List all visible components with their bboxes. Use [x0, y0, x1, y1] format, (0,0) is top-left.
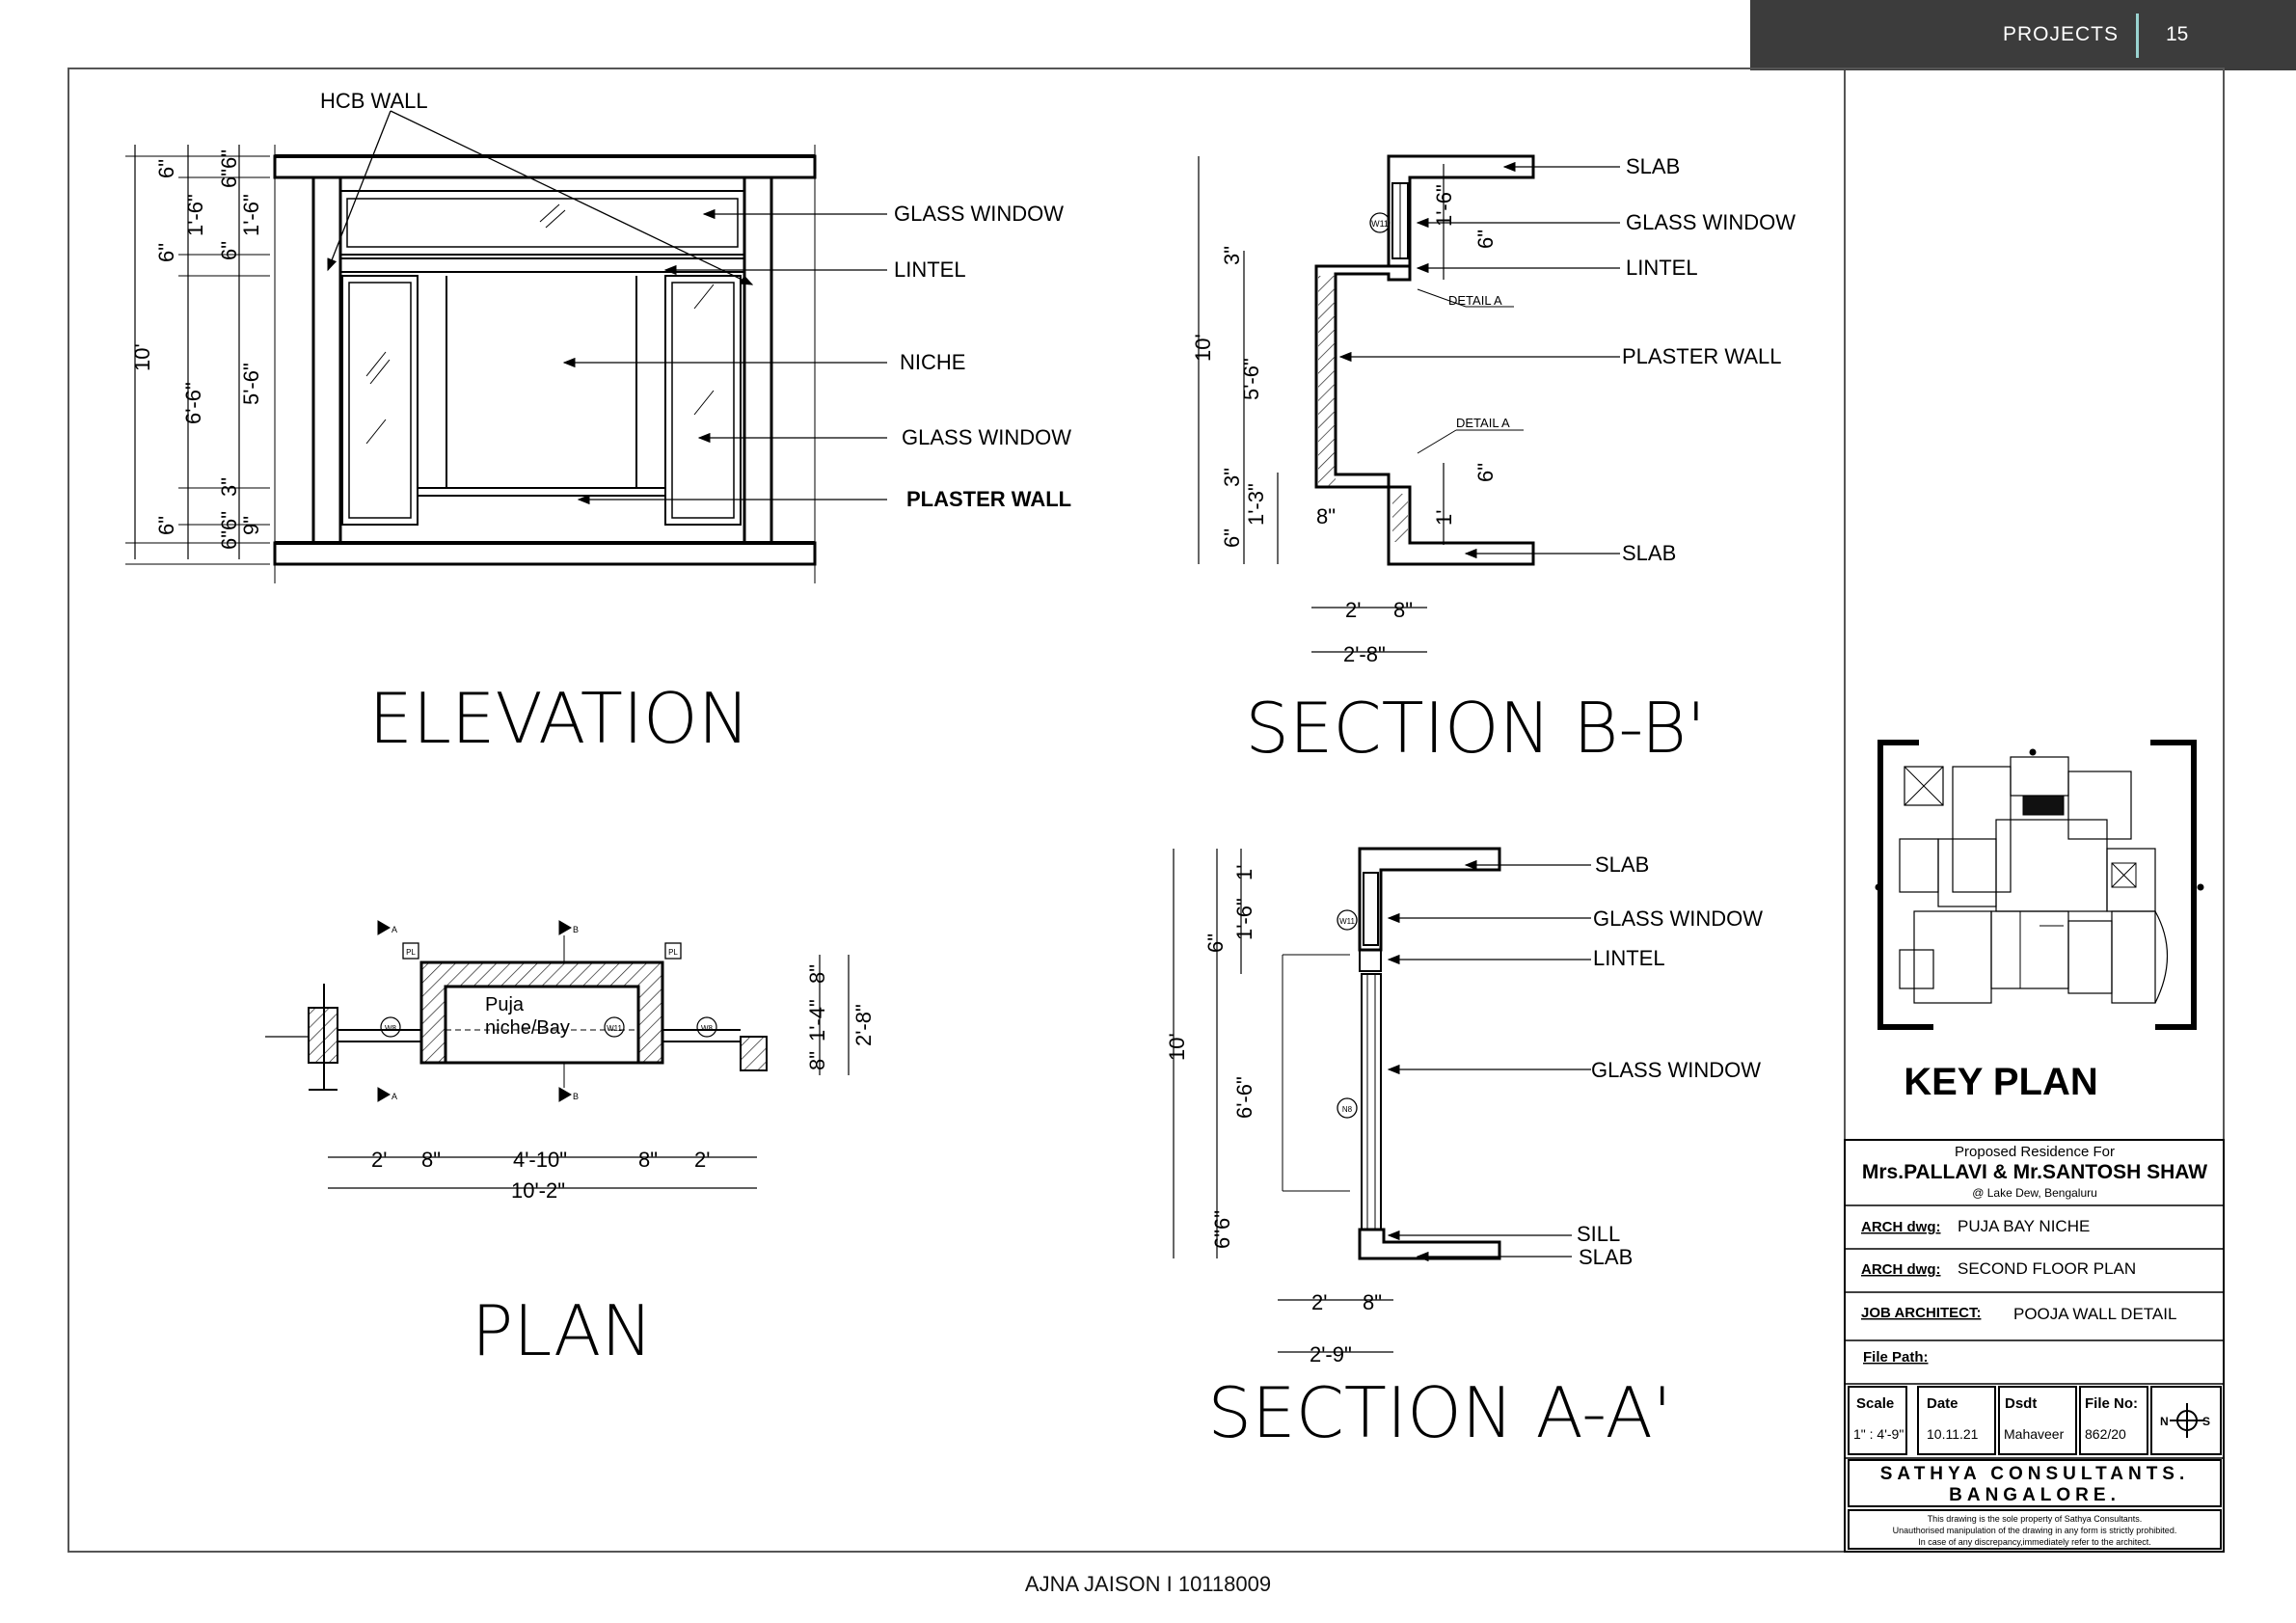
plaster-wall-label: PLASTER WALL: [906, 487, 1072, 511]
dim-text: 2': [1345, 598, 1362, 622]
dim-text: 1'-6": [183, 194, 207, 236]
dim-text: 8": [805, 1050, 829, 1070]
section-aa-text: [1165, 852, 1763, 1453]
glass-window-label: GLASS WINDOW: [902, 425, 1072, 449]
title-block-text: [1853, 1144, 2210, 1547]
row-label: ARCH dwg:: [1861, 1261, 1941, 1278]
window-tag: W11: [1371, 219, 1389, 229]
niche-label: NICHE: [900, 350, 966, 374]
dim-text: 10': [130, 343, 154, 371]
meta-header: Dsdt: [2005, 1395, 2038, 1412]
dim-text: 6": [1473, 229, 1498, 249]
dim-text: 5'-6": [1239, 358, 1263, 400]
dim-text: 10'-2": [511, 1178, 566, 1203]
dim-text: 8": [805, 963, 829, 984]
meta-header: File No:: [2085, 1395, 2138, 1412]
section-bb-title: SECTION B-B': [1245, 688, 1706, 769]
dim-text: 2': [1311, 1290, 1328, 1314]
section-label: PROJECTS: [2003, 23, 2120, 45]
dim-text: 2'-8": [851, 1004, 876, 1046]
dim-text: 8": [1393, 598, 1414, 622]
disclaimer-line: Unauthorised manipulation of the drawing in any form is strictly prohibited.: [1892, 1526, 2177, 1535]
north-label: S: [2202, 1415, 2211, 1428]
dim-text: 3": [1220, 245, 1244, 265]
meta-header: Scale: [1856, 1395, 1895, 1412]
pl-tag: PL: [406, 948, 416, 957]
dim-text: 6": [1473, 462, 1498, 482]
window-tag: W8: [385, 1024, 396, 1033]
window-tag: W8: [701, 1024, 713, 1033]
window-tag: W11: [1339, 917, 1355, 926]
footer-credit: AJNA JAISON I 10118009: [1024, 1572, 1272, 1596]
dim-text: 6": [217, 240, 241, 260]
section-marker: B: [573, 925, 580, 934]
hcb-wall-label: HCB WALL: [320, 89, 428, 113]
dim-text: 1'-6": [1232, 898, 1256, 940]
dim-text: 6": [1220, 527, 1244, 548]
dim-text: 4'-10": [513, 1148, 568, 1172]
dim-text: 6"6": [217, 510, 241, 550]
dim-text: 8": [1363, 1290, 1383, 1314]
row-label: File Path:: [1863, 1349, 1929, 1366]
dim-text: 1': [1432, 509, 1456, 526]
dim-text: 10': [1165, 1033, 1189, 1061]
dim-text: 6"6": [1210, 1209, 1234, 1249]
north-label: N: [2160, 1415, 2169, 1428]
row-value: POOJA WALL DETAIL: [2013, 1305, 2177, 1323]
section-marker: A: [392, 925, 398, 934]
firm-city: BANGALORE.: [1949, 1485, 2120, 1505]
disclaimer-line: In case of any discrepancy,immediately refer to the architect.: [1918, 1537, 2151, 1547]
disclaimer-line: This drawing is the sole property of Sathya Consultants.: [1927, 1514, 2143, 1524]
firm-name: SATHYA CONSULTANTS.: [1879, 1464, 2190, 1484]
dim-text: 8": [638, 1148, 659, 1172]
key-plan-title: KEY PLAN: [1904, 1061, 2098, 1103]
dim-text: 6": [1203, 933, 1228, 953]
section-bb-drawing: [1199, 156, 1620, 652]
dim-text: 2'-9": [1310, 1342, 1352, 1366]
slab-label: SLAB: [1626, 154, 1681, 178]
slab-label: SLAB: [1595, 852, 1650, 877]
glass-window-label: GLASS WINDOW: [1591, 1058, 1762, 1082]
dim-text: 6": [154, 242, 178, 262]
detail-label: DETAIL A: [1456, 416, 1510, 430]
meta-header: Date: [1927, 1395, 1958, 1412]
dim-text: 3": [217, 476, 241, 497]
dim-text: 9": [239, 515, 263, 535]
lintel-label: LINTEL: [1593, 946, 1665, 970]
window-tag: N8: [1341, 1105, 1353, 1114]
section-marker: A: [392, 1092, 398, 1101]
meta-value: 10.11.21: [1927, 1426, 1979, 1442]
dim-text: 5'-6": [239, 363, 263, 405]
dim-text: 10': [1191, 334, 1215, 362]
dim-text: 1'-6": [239, 194, 263, 236]
dim-text: 6'-6": [181, 382, 205, 424]
section-bb-text: [1191, 154, 1796, 769]
meta-value: 1" : 4'-9": [1853, 1426, 1904, 1442]
dim-text: 6": [154, 515, 178, 535]
dim-text: 6": [154, 158, 178, 178]
room-label: niche/Bay: [485, 1017, 570, 1039]
glass-window-label: GLASS WINDOW: [894, 202, 1065, 226]
sill-label: SILL: [1577, 1222, 1621, 1246]
key-plan: [1876, 743, 2203, 1027]
page-number: 15: [2166, 23, 2189, 45]
meta-value: 862/20: [2085, 1426, 2126, 1442]
row-label: ARCH dwg:: [1861, 1219, 1941, 1235]
row-value: PUJA BAY NICHE: [1958, 1217, 2091, 1235]
dim-text: 8": [1316, 504, 1337, 528]
room-label: Puja: [485, 994, 525, 1015]
plan-title: PLAN: [471, 1290, 654, 1371]
plaster-wall-label: PLASTER WALL: [1622, 344, 1782, 368]
dim-text: 2'-8": [1343, 642, 1386, 666]
dim-text: 2': [371, 1148, 388, 1172]
sheet-border: [68, 68, 2224, 1552]
dim-text: 8": [421, 1148, 442, 1172]
elevation-title: ELEVATION: [368, 678, 750, 759]
dim-text: 1': [1232, 864, 1256, 880]
dim-text: 6"6": [217, 149, 241, 188]
proposed-label: Proposed Residence For: [1955, 1144, 2115, 1160]
dim-text: 6'-6": [1232, 1076, 1256, 1119]
window-tag: W11: [607, 1024, 622, 1033]
detail-label: DETAIL A: [1448, 293, 1502, 308]
section-marker: B: [573, 1092, 580, 1101]
meta-value: Mahaveer: [2004, 1426, 2065, 1442]
dim-text: 2': [694, 1148, 711, 1172]
slab-label: SLAB: [1622, 541, 1677, 565]
dim-text: 1'-3": [1244, 483, 1268, 526]
row-label: JOB ARCHITECT:: [1861, 1305, 1982, 1321]
elevation-text: [130, 89, 1071, 759]
slab-label: SLAB: [1579, 1245, 1634, 1269]
client-name: Mrs.PALLAVI & Mr.SANTOSH SHAW: [1861, 1161, 2208, 1183]
pl-tag: PL: [668, 948, 678, 957]
dim-text: 3": [1220, 467, 1244, 487]
glass-window-label: GLASS WINDOW: [1593, 906, 1764, 931]
lintel-label: LINTEL: [894, 257, 966, 282]
section-aa-title: SECTION A-A': [1207, 1372, 1672, 1453]
row-value: SECOND FLOOR PLAN: [1958, 1259, 2137, 1278]
dim-text: 1'-4": [805, 999, 829, 1041]
glass-window-label: GLASS WINDOW: [1626, 210, 1796, 234]
lintel-label: LINTEL: [1626, 256, 1698, 280]
location: @ Lake Dew, Bengaluru: [1972, 1186, 2097, 1200]
dim-text: 1'-6": [1432, 184, 1456, 227]
